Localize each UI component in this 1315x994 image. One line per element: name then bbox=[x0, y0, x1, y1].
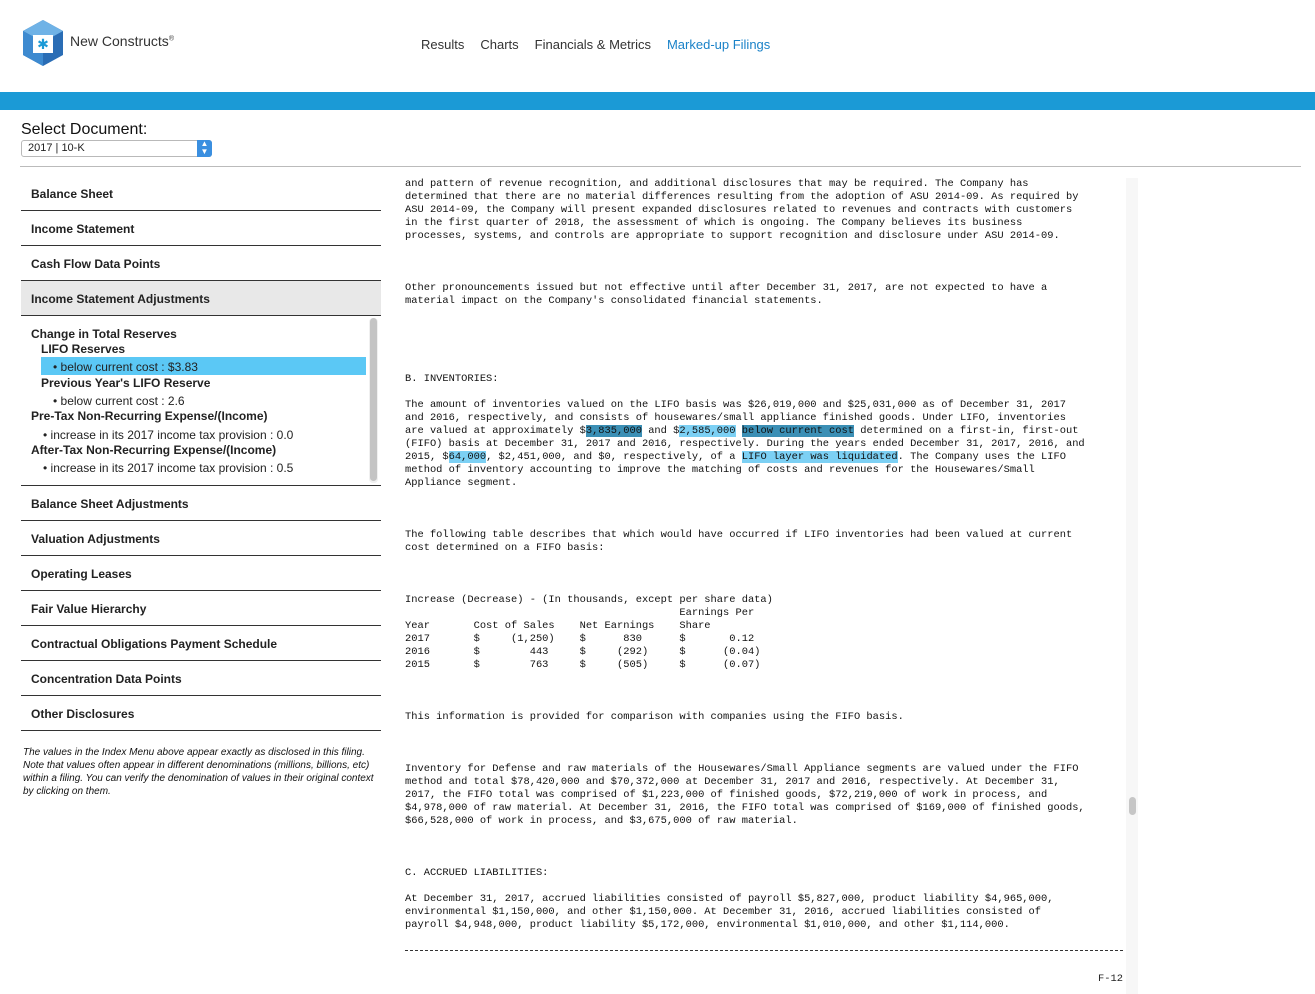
value-lifo-reserves[interactable]: • below current cost : $3.83 bbox=[41, 357, 366, 375]
doc-line: in the first quarter of 2018, the assessment of which is ongoing. The Company believes its business bbox=[405, 217, 1023, 229]
sidebar-item-concentration-data-points[interactable]: Concentration Data Points bbox=[21, 661, 381, 696]
sidebar-item-fair-value-hierarchy[interactable]: Fair Value Hierarchy bbox=[21, 591, 381, 626]
doc-line: (FIFO) basis at December 31, 2017 and 2016, respectively. During the years ended December 31, 2017, 2016, and bbox=[405, 438, 1085, 450]
accent-bar bbox=[0, 92, 1315, 110]
doc-line: and pattern of revenue recognition, and additional disclosures that may be required. The Company has bbox=[405, 178, 1029, 190]
doc-line: cost determined on a FIFO basis: bbox=[405, 542, 605, 554]
value-previous-lifo-reserve[interactable]: • below current cost : 2.6 bbox=[53, 394, 185, 408]
sidebar-item-valuation-adjustments[interactable]: Valuation Adjustments bbox=[21, 521, 381, 556]
nav-financials-metrics[interactable]: Financials & Metrics bbox=[534, 37, 651, 52]
doc-line bbox=[405, 451, 1127, 464]
doc-line: method and total $78,420,000 and $70,372,000 at December 31, 2017 and 2016, respectively. At December 31, bbox=[405, 776, 1060, 788]
adjustments-panel bbox=[21, 316, 381, 486]
doc-line: Inventory for Defense and raw materials of the Housewares/Small Appliance segments are valued under the FIFO bbox=[405, 763, 1079, 775]
value-previous-lifo-reserve-text: below current cost : 2.6 bbox=[60, 394, 185, 408]
table-row: 2015 $ 763 $ (505) $ (0.07) bbox=[405, 659, 761, 671]
brand-logo[interactable] bbox=[20, 18, 174, 68]
highlight-lifo-reserve-2016[interactable]: 2,585,000 bbox=[679, 425, 736, 437]
paragraph-fifo-comparison: This information is provided for comparison with companies using the FIFO basis. bbox=[405, 711, 904, 723]
doc-line: method of inventory accounting to improve the matching of costs and revenues for the Housewares/Small bbox=[405, 464, 1035, 476]
highlight-below-current-cost[interactable]: below current cost bbox=[741, 425, 854, 437]
doc-line: 2017, the FIFO total was comprised of $1,223,000 of finished goods, $72,219,000 of work in process, and bbox=[405, 789, 1048, 801]
paragraph-raw-materials bbox=[405, 763, 1127, 828]
inventories-heading: B. INVENTORIES: bbox=[405, 373, 499, 385]
doc-line: processes, systems, and controls are appropriate to support recognition and disclosure under ASU 2014-09. bbox=[405, 230, 1060, 242]
divider bbox=[20, 166, 1301, 167]
sidebar-item-operating-leases[interactable]: Operating Leases bbox=[21, 556, 381, 591]
sidebar-item-contractual-obligations[interactable]: Contractual Obligations Payment Schedule bbox=[21, 626, 381, 661]
index-menu-note: The values in the Index Menu above appear exactly as disclosed in this filing. Note that values often appear in different denominations (millions, billions, etc) within a filing. You can verify the denomination of values in their original context by clicking on them. bbox=[23, 747, 374, 797]
value-pretax-tax-provision[interactable]: • increase in its 2017 income tax provision : 0.0 bbox=[43, 428, 294, 442]
document-scrollbar[interactable] bbox=[1126, 178, 1138, 994]
nav-marked-up-filings[interactable]: Marked-up Filings bbox=[666, 37, 771, 52]
doc-text: . The Company uses the LIFO bbox=[897, 451, 1066, 463]
doc-line: $66,528,000 of work in process, and $3,675,000 of raw material. bbox=[405, 815, 798, 827]
filing-document bbox=[405, 178, 1127, 994]
document-select[interactable] bbox=[21, 140, 212, 157]
doc-line: The following table describes that which would have occurred if LIFO inventories had been valued at current bbox=[405, 529, 1073, 541]
doc-text: 2015, $ bbox=[405, 451, 449, 463]
table-row: Year Cost of Sales Net Earnings Share bbox=[405, 620, 711, 632]
index-menu bbox=[21, 176, 381, 731]
doc-line: $4,978,000 of raw material. At December 31, 2016, the FIFO total was comprised of $169,000 of finished goods, bbox=[405, 802, 1085, 814]
doc-line: environmental $1,150,000, and other $1,150,000. At December 31, 2016, accrued liabilities consisted of bbox=[405, 906, 1042, 918]
header bbox=[0, 0, 1315, 92]
select-arrows-icon: ▲ ▼ bbox=[197, 140, 212, 157]
sidebar-item-cash-flow-data-points[interactable]: Cash Flow Data Points bbox=[21, 246, 381, 281]
table-row: Increase (Decrease) - (In thousands, except per share data) bbox=[405, 594, 773, 606]
paragraph-table-intro bbox=[405, 529, 1127, 555]
nav-results[interactable]: Results bbox=[421, 37, 465, 52]
brand-name: New Constructs® bbox=[70, 33, 174, 49]
doc-line: and 2016, respectively, and consists of housewares/small appliance finished goods. Under LIFO, inventories bbox=[405, 412, 1066, 424]
paragraph-accrued-liabilities bbox=[405, 893, 1127, 932]
value-aftertax-tax-provision[interactable]: • increase in its 2017 income tax provision : 0.5 bbox=[43, 461, 294, 475]
highlight-lifo-reserve-2017[interactable]: 3,835,000 bbox=[585, 425, 642, 437]
document-scrollbar-thumb[interactable] bbox=[1129, 797, 1136, 815]
paragraph-other-pronouncements bbox=[405, 282, 1127, 308]
sidebar-item-balance-sheet-adjustments[interactable]: Balance Sheet Adjustments bbox=[21, 486, 381, 521]
document-select-value: 2017 | 10-K bbox=[28, 142, 85, 154]
sidebar-item-income-statement-adjustments[interactable]: Income Statement Adjustments bbox=[21, 281, 381, 316]
new-constructs-logo-icon bbox=[20, 18, 66, 68]
doc-line: ASU 2014-09, the Company will present expanded disclosures related to revenues and contracts with customers bbox=[405, 204, 1073, 216]
doc-line: material impact on the Company's consolidated financial statements. bbox=[405, 295, 823, 307]
sidebar-item-balance-sheet[interactable]: Balance Sheet bbox=[21, 176, 381, 211]
nav-charts[interactable]: Charts bbox=[480, 37, 519, 52]
group-change-in-total-reserves: Change in Total Reserves bbox=[31, 327, 177, 341]
doc-line: Appliance segment. bbox=[405, 477, 518, 489]
doc-text bbox=[736, 425, 742, 437]
select-document-label: Select Document: bbox=[21, 121, 148, 138]
page-separator bbox=[405, 950, 1123, 951]
table-row: 2016 $ 443 $ (292) $ (0.04) bbox=[405, 646, 761, 658]
doc-line: Other pronouncements issued but not effective until after December 31, 2017, are not expected to have a bbox=[405, 282, 1048, 294]
table-row: 2017 $ (1,250) $ 830 $ 0.12 bbox=[405, 633, 755, 645]
svg-text:✱: ✱ bbox=[37, 37, 49, 53]
doc-text: determined on a first-in, first-out bbox=[854, 425, 1079, 437]
sidebar-item-other-disclosures[interactable]: Other Disclosures bbox=[21, 696, 381, 731]
page-number: F-12 bbox=[1098, 973, 1123, 985]
subgroup-lifo-reserves: LIFO Reserves bbox=[41, 342, 126, 356]
doc-line: The amount of inventories valued on the LIFO basis was $26,019,000 and $25,031,000 as of December 31, 2017 bbox=[405, 399, 1066, 411]
group-aftertax-non-recurring: After-Tax Non-Recurring Expense/(Income) bbox=[31, 443, 277, 457]
paragraph-inventories bbox=[405, 399, 1127, 490]
subgroup-previous-lifo-reserve: Previous Year's LIFO Reserve bbox=[41, 376, 211, 390]
doc-text: , $2,451,000, and $0, respectively, of a bbox=[486, 451, 742, 463]
value-aftertax-tax-provision-text: increase in its 2017 income tax provision : 0.5 bbox=[50, 461, 294, 475]
group-pretax-non-recurring: Pre-Tax Non-Recurring Expense/(Income) bbox=[31, 409, 268, 423]
paragraph-asu bbox=[405, 178, 1127, 243]
value-lifo-reserves-text: below current cost : $3.83 bbox=[60, 360, 198, 374]
doc-line: payroll $4,948,000, product liability $5,172,000, environmental $1,010,000, and other $1,114,000. bbox=[405, 919, 1010, 931]
accrued-liabilities-heading: C. ACCRUED LIABILITIES: bbox=[405, 867, 549, 879]
sidebar-item-income-statement[interactable]: Income Statement bbox=[21, 211, 381, 246]
doc-text: are valued at approximately $ bbox=[405, 425, 586, 437]
doc-line bbox=[405, 425, 1127, 438]
lifo-fifo-table bbox=[405, 594, 1127, 672]
doc-line: determined that there are no material differences resulting from the adoption of ASU 2014-09. As required by bbox=[405, 191, 1079, 203]
value-pretax-tax-provision-text: increase in its 2017 income tax provision : 0.0 bbox=[50, 428, 294, 442]
panel-scrollbar-thumb[interactable] bbox=[370, 318, 377, 481]
table-row: Earnings Per bbox=[405, 607, 755, 619]
highlight-lifo-layer-liquidated[interactable]: LIFO layer was liquidated bbox=[741, 451, 898, 463]
doc-text: and $ bbox=[641, 425, 680, 437]
highlight-lifo-liquidation-amount[interactable]: 64,000 bbox=[448, 451, 487, 463]
doc-line: At December 31, 2017, accrued liabilities consisted of payroll $5,827,000, product liability $4,965,000, bbox=[405, 893, 1054, 905]
main-nav bbox=[421, 37, 770, 52]
